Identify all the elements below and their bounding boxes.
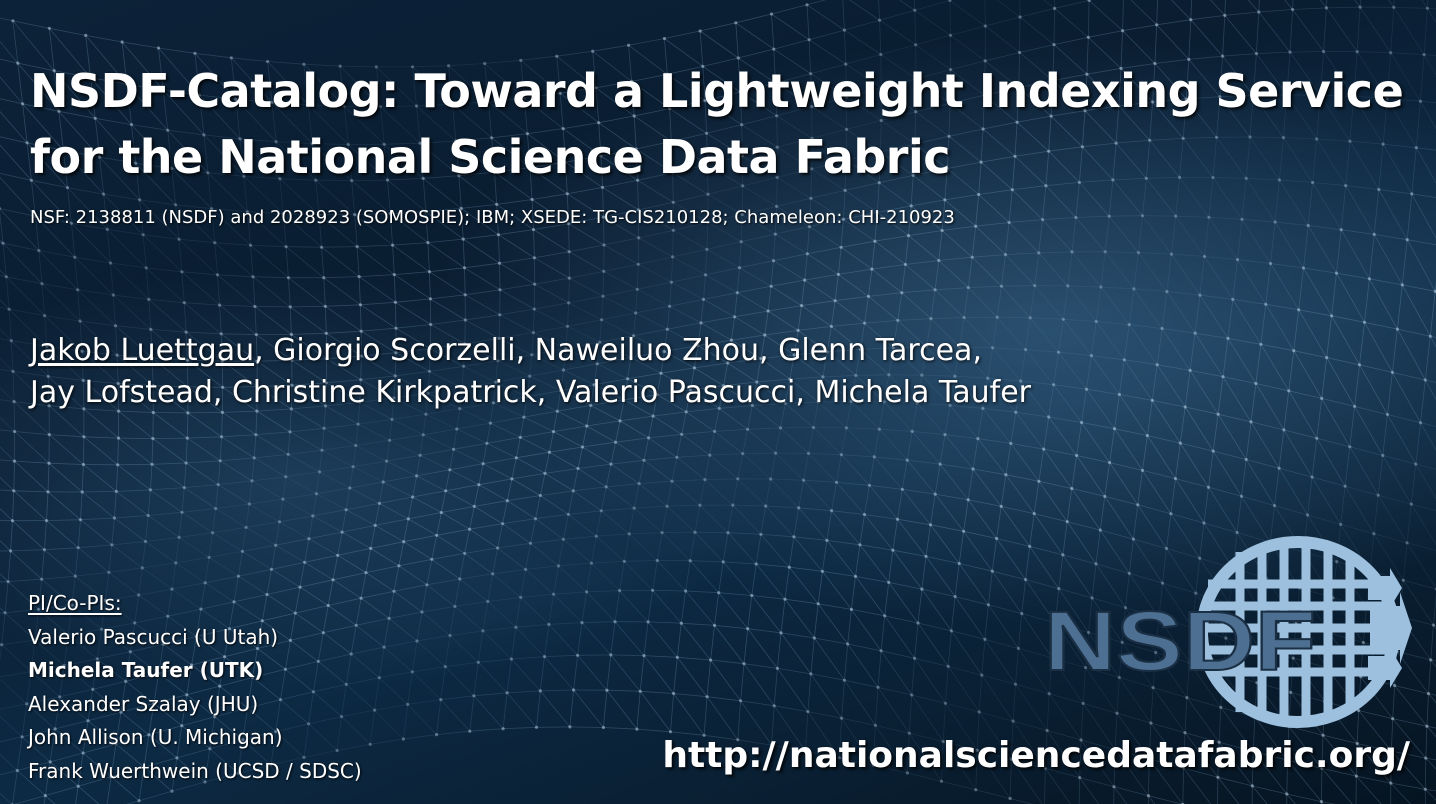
title-line-2: for the National Science Data Fabric <box>30 130 951 184</box>
author-list <box>30 330 1031 414</box>
author-line-2: Jay Lofstead, Christine Kirkpatrick, Valerio Pascucci, Michela Taufer <box>30 375 1031 410</box>
pi-member: Valerio Pascucci (U Utah) <box>28 624 279 649</box>
pi-member: Michela Taufer (UTK) <box>28 658 264 682</box>
nsdf-logo <box>1040 536 1412 728</box>
pi-member: John Allison (U. Michigan) <box>28 725 283 749</box>
pi-heading: PI/Co-PIs: <box>28 591 122 615</box>
author-line-1 <box>30 330 1031 372</box>
pi-member: Alexander Szalay (JHU) <box>28 691 259 716</box>
title-line-1: NSDF-Catalog: Toward a Lightweight Indexing Service <box>30 64 1404 118</box>
slide-title <box>30 58 1404 190</box>
author-line-1-rest: , Giorgio Scorzelli, Naweiluo Zhou, Glenn Tarcea, <box>254 333 982 368</box>
pi-member: Frank Wuerthwein (UCSD / SDSC) <box>28 758 362 783</box>
website-link[interactable]: http://nationalsciencedatafabric.org/ <box>662 735 1410 776</box>
presenting-author: Jakob Luettgau <box>30 333 255 368</box>
pi-list <box>28 587 362 788</box>
funding-acknowledgement: NSF: 2138811 (NSDF) and 2028923 (SOMOSPIE); IBM; XSEDE: TG-CIS210128; Chameleon: CHI-210923 <box>30 207 955 228</box>
logo-text: NSDF <box>1044 594 1316 688</box>
